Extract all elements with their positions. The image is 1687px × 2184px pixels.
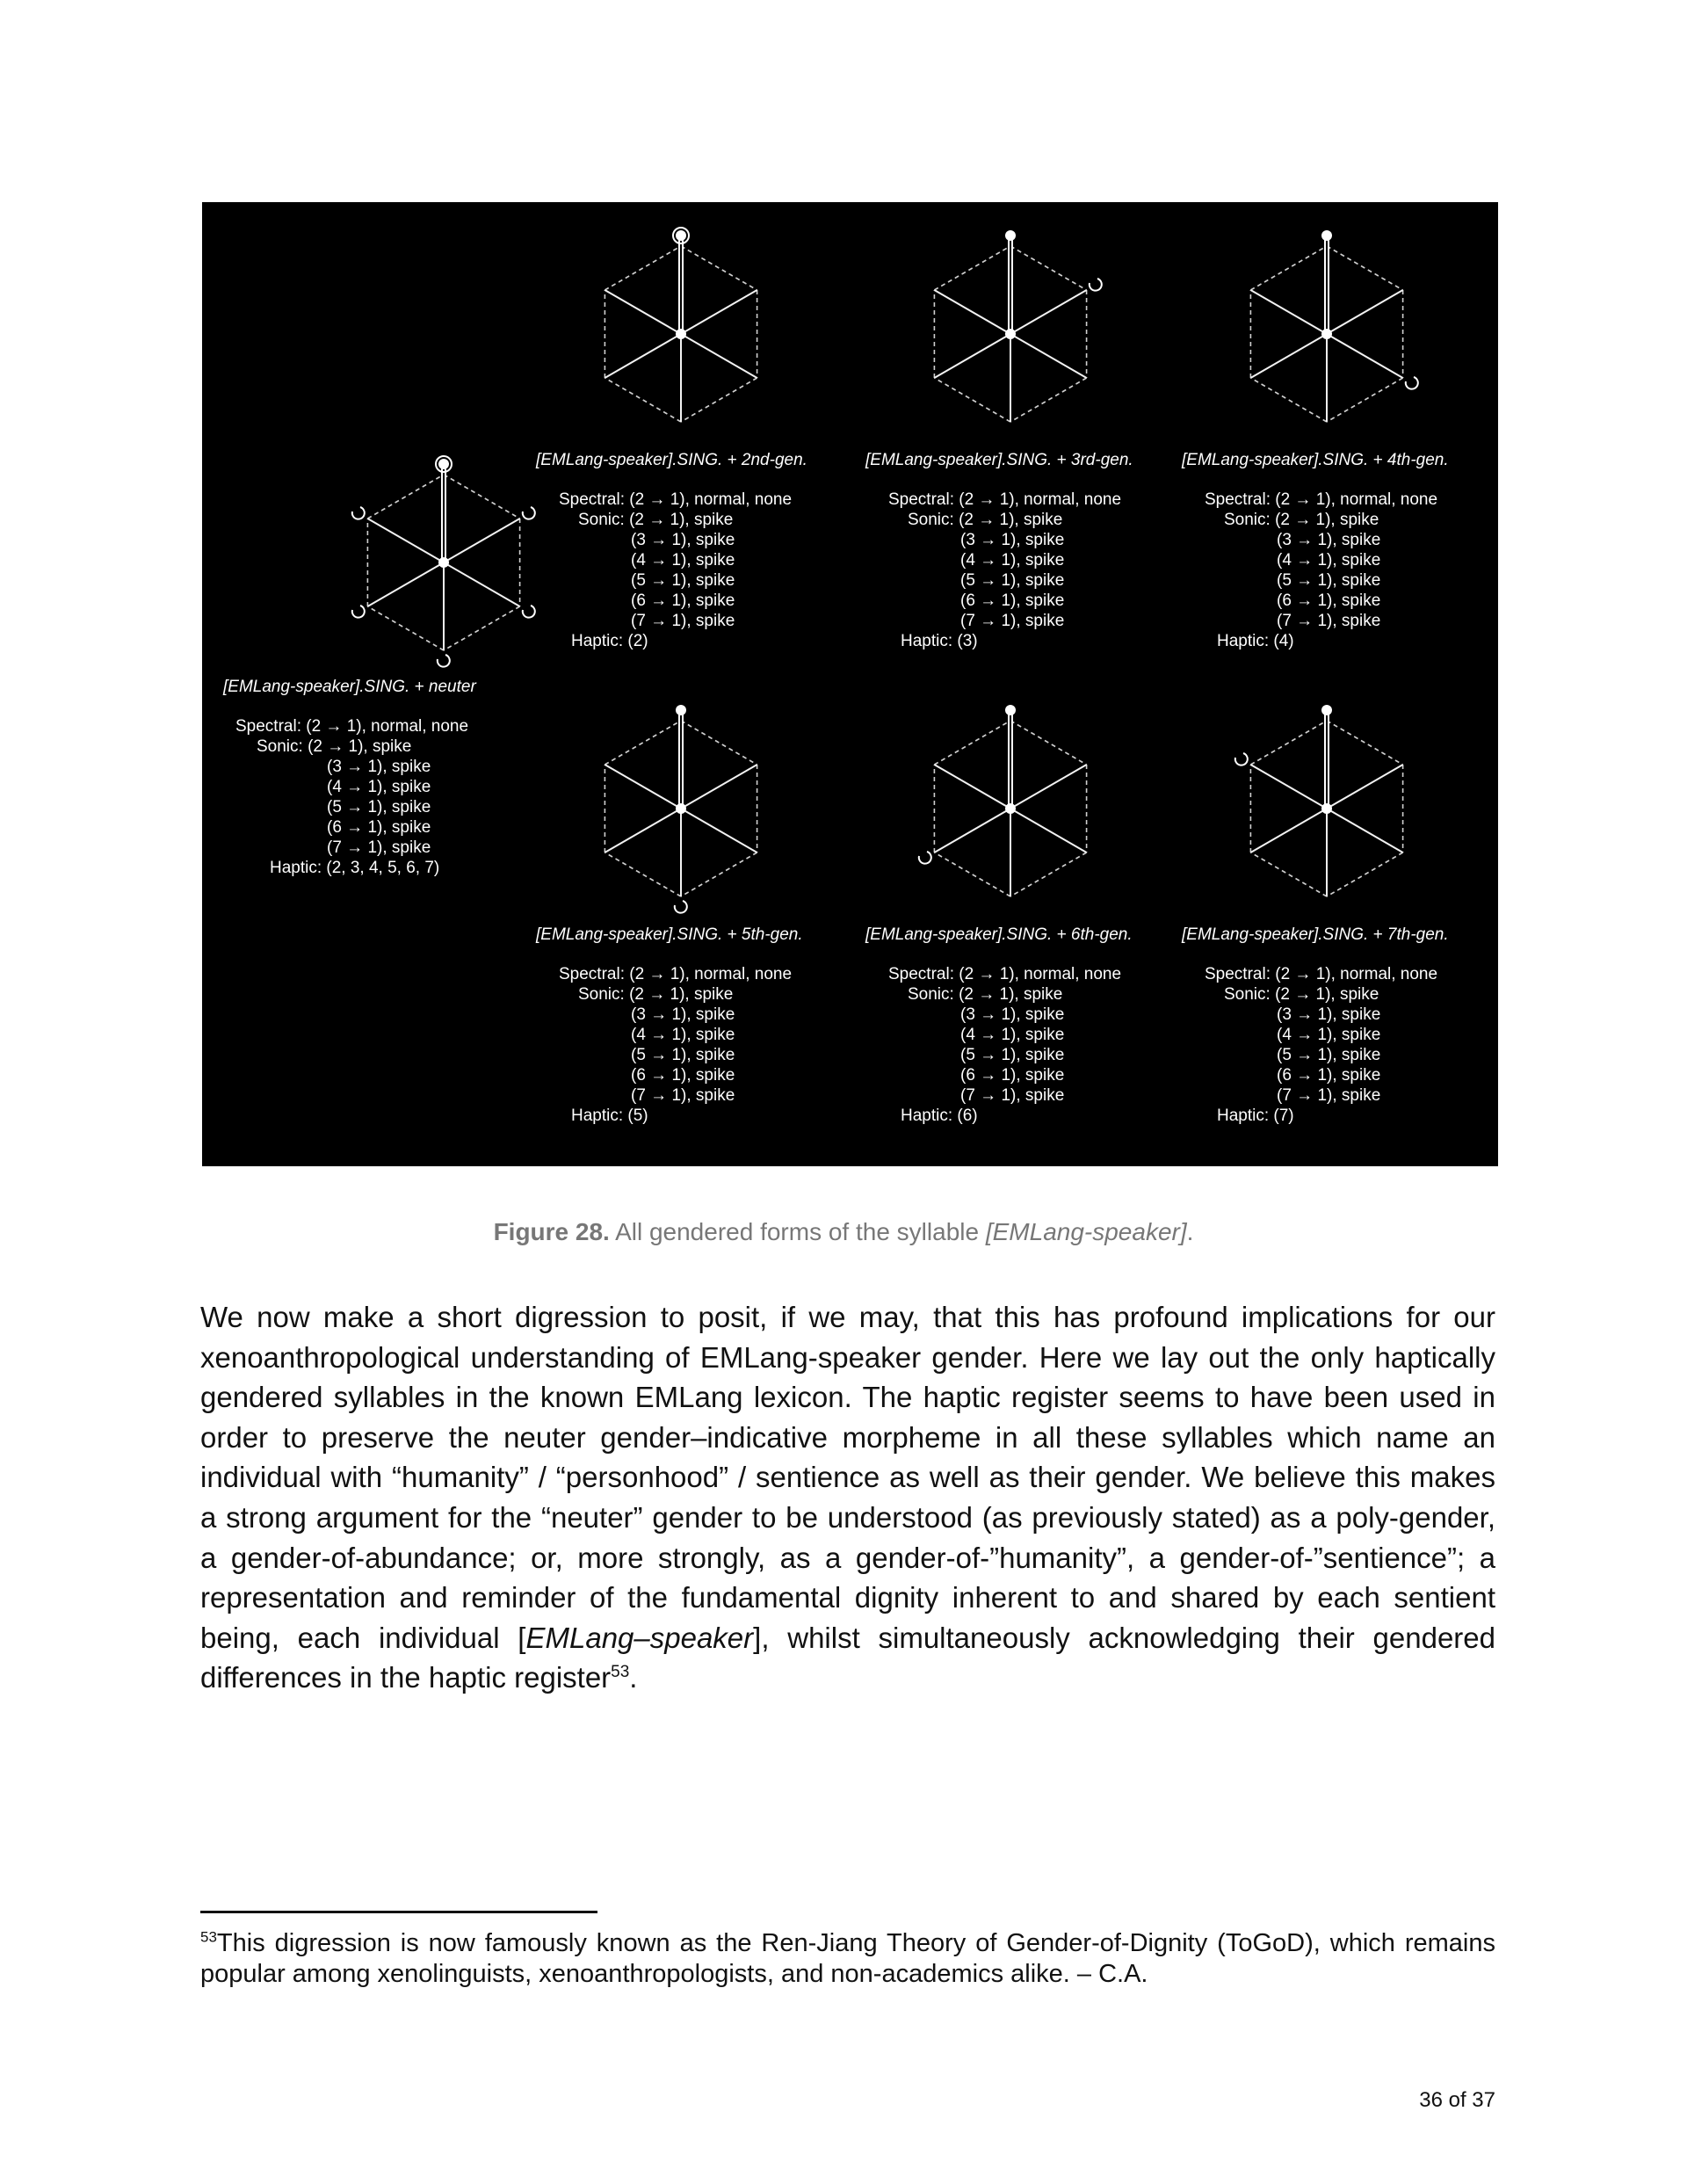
spoke bbox=[934, 809, 1010, 853]
hexagon-glyph bbox=[1213, 220, 1441, 448]
form-caption-5th-gen bbox=[536, 925, 803, 1126]
spoke bbox=[681, 334, 757, 378]
hexagon-glyph bbox=[1213, 694, 1441, 923]
spectral-line: Spectral: (2 → 1), normal, none bbox=[1205, 965, 1438, 983]
spoke bbox=[681, 290, 757, 334]
sonic-line: (4 → 1), spike bbox=[960, 551, 1065, 570]
haptic-line: Haptic: (2) bbox=[571, 632, 648, 650]
spoke bbox=[444, 519, 520, 562]
sonic-line: (3 → 1), spike bbox=[960, 531, 1065, 549]
haptic-line: Haptic: (4) bbox=[1217, 632, 1294, 650]
hexagon-edge bbox=[605, 721, 681, 765]
center-node bbox=[676, 803, 686, 814]
haptic-mark bbox=[919, 852, 931, 864]
sonic-line: (6 → 1), spike bbox=[327, 818, 431, 837]
spoke bbox=[934, 290, 1010, 334]
sonic-line: (5 → 1), spike bbox=[631, 571, 735, 590]
sonic-line: (4 → 1), spike bbox=[1277, 1026, 1381, 1044]
sonic-line: (4 → 1), spike bbox=[960, 1026, 1065, 1044]
sonic-line: (7 → 1), spike bbox=[631, 612, 735, 630]
sonic-line: Sonic: (2 → 1), spike bbox=[1224, 985, 1379, 1004]
sonic-line: (4 → 1), spike bbox=[631, 551, 735, 570]
hexagon-edge bbox=[681, 378, 757, 422]
hexagon-glyph bbox=[896, 694, 1125, 923]
spoke bbox=[681, 765, 757, 809]
hexagon-edge bbox=[934, 721, 1010, 765]
center-node bbox=[438, 557, 449, 568]
glyph-6th-gen bbox=[896, 694, 1125, 923]
center-node bbox=[1005, 803, 1016, 814]
hexagon-edge bbox=[681, 853, 757, 896]
sonic-line: Sonic: (2 → 1), spike bbox=[908, 511, 1063, 529]
spoke bbox=[1250, 290, 1327, 334]
footnote-divider bbox=[200, 1911, 597, 1913]
hexagon-edge bbox=[1327, 721, 1403, 765]
glyph-4th-gen bbox=[1213, 220, 1441, 448]
form-caption-neuter bbox=[223, 677, 476, 878]
body-paragraph bbox=[200, 1297, 1495, 1698]
form-caption-2nd-gen bbox=[536, 450, 807, 651]
hexagon-edge bbox=[444, 475, 520, 519]
figure-caption bbox=[0, 1218, 1687, 1246]
glyph-5th-gen bbox=[567, 694, 795, 923]
spoke bbox=[367, 562, 444, 606]
figure-28-image bbox=[202, 202, 1498, 1166]
hexagon-glyph bbox=[329, 448, 558, 677]
spoke bbox=[1010, 290, 1087, 334]
form-title: [EMLang-speaker].SING. + 6th-gen. bbox=[865, 925, 1133, 944]
footnote bbox=[200, 1928, 1495, 1990]
sonic-line: (5 → 1), spike bbox=[631, 1046, 735, 1064]
sonic-line: (6 → 1), spike bbox=[631, 591, 735, 610]
sonic-line: (6 → 1), spike bbox=[960, 591, 1065, 610]
spectral-node bbox=[1321, 230, 1332, 241]
sonic-line: (7 → 1), spike bbox=[631, 1086, 735, 1105]
form-title: [EMLang-speaker].SING. + 3rd-gen. bbox=[865, 451, 1133, 469]
sonic-line: (6 → 1), spike bbox=[631, 1066, 735, 1085]
hexagon-glyph bbox=[567, 220, 795, 448]
spoke bbox=[605, 765, 681, 809]
sonic-line: Sonic: (2 → 1), spike bbox=[578, 511, 734, 529]
hexagon-edge bbox=[934, 378, 1010, 422]
form-caption-4th-gen bbox=[1182, 450, 1449, 651]
glyph-7th-gen bbox=[1213, 694, 1441, 923]
haptic-mark bbox=[1406, 377, 1418, 389]
paragraph-text-cont: ], whilst simultaneously acknowledging their gendered differences in the haptic register bbox=[200, 1621, 1495, 1694]
spectral-line: Spectral: (2 → 1), normal, none bbox=[559, 965, 793, 983]
hexagon-edge bbox=[605, 246, 681, 290]
sonic-line: Sonic: (2 → 1), spike bbox=[578, 985, 734, 1004]
form-title: [EMLang-speaker].SING. + 2nd-gen. bbox=[536, 451, 807, 469]
hexagon-edge bbox=[605, 378, 681, 422]
hexagon-edge bbox=[605, 853, 681, 896]
footnote-reference[interactable]: 53 bbox=[611, 1663, 630, 1682]
haptic-mark bbox=[438, 655, 450, 667]
spectral-node bbox=[676, 705, 686, 715]
center-node bbox=[1321, 803, 1332, 814]
spectral-node bbox=[1005, 705, 1016, 715]
form-caption-7th-gen bbox=[1182, 925, 1449, 1126]
sonic-line: (7 → 1), spike bbox=[1277, 612, 1381, 630]
spoke bbox=[934, 334, 1010, 378]
caption-italic: [EMLang-speaker] bbox=[985, 1218, 1187, 1245]
page-number: 36 of 37 bbox=[1419, 2088, 1495, 2112]
haptic-mark bbox=[523, 507, 535, 519]
glyph-2nd-gen bbox=[567, 220, 795, 448]
hexagon-edge bbox=[1250, 246, 1327, 290]
sonic-line: (4 → 1), spike bbox=[1277, 551, 1381, 570]
spectral-node bbox=[438, 459, 449, 469]
spoke bbox=[605, 334, 681, 378]
sonic-line: (5 → 1), spike bbox=[960, 571, 1065, 590]
spoke bbox=[1327, 809, 1403, 853]
form-title: [EMLang-speaker].SING. + 4th-gen. bbox=[1182, 451, 1449, 469]
form-title: [EMLang-speaker].SING. + neuter bbox=[223, 678, 476, 696]
spoke bbox=[1250, 334, 1327, 378]
center-node bbox=[676, 329, 686, 339]
spectral-line: Spectral: (2 → 1), normal, none bbox=[888, 965, 1122, 983]
caption-text: All gendered forms of the syllable bbox=[609, 1218, 986, 1245]
spoke bbox=[605, 809, 681, 853]
sonic-line: (4 → 1), spike bbox=[631, 1026, 735, 1044]
spoke bbox=[444, 562, 520, 606]
sonic-line: (5 → 1), spike bbox=[960, 1046, 1065, 1064]
hexagon-edge bbox=[1327, 378, 1403, 422]
spoke bbox=[1250, 809, 1327, 853]
form-caption-3rd-gen bbox=[865, 450, 1133, 651]
sonic-line: (4 → 1), spike bbox=[327, 778, 431, 796]
haptic-mark bbox=[1090, 279, 1102, 291]
spoke bbox=[1010, 765, 1087, 809]
hexagon-edge bbox=[934, 853, 1010, 896]
sonic-line: (7 → 1), spike bbox=[960, 1086, 1065, 1105]
footnote-text: This digression is now famously known as the Ren-Jiang Theory of Gender-of-Dignity (ToGoD), which remains popular among xenolinguists, xenoanthropologists, and non-academics alike. – C.A. bbox=[200, 1929, 1495, 1988]
haptic-mark bbox=[1235, 753, 1248, 765]
hexagon-edge bbox=[444, 606, 520, 650]
haptic-mark bbox=[352, 507, 365, 519]
sonic-line: (7 → 1), spike bbox=[960, 612, 1065, 630]
sonic-line: Sonic: (2 → 1), spike bbox=[257, 737, 412, 756]
sonic-line: (3 → 1), spike bbox=[1277, 1005, 1381, 1024]
spoke bbox=[934, 765, 1010, 809]
glyph-3rd-gen bbox=[896, 220, 1125, 448]
hexagon-edge bbox=[1327, 246, 1403, 290]
sonic-line: (3 → 1), spike bbox=[960, 1005, 1065, 1024]
hexagon-edge bbox=[367, 606, 444, 650]
spectral-line: Spectral: (2 → 1), normal, none bbox=[1205, 490, 1438, 509]
center-node bbox=[1005, 329, 1016, 339]
spectral-node bbox=[1005, 230, 1016, 241]
sonic-line: (6 → 1), spike bbox=[960, 1066, 1065, 1085]
spoke bbox=[1327, 290, 1403, 334]
sonic-line: (6 → 1), spike bbox=[1277, 1066, 1381, 1085]
spoke bbox=[605, 290, 681, 334]
figure-label: Figure 28. bbox=[493, 1218, 610, 1245]
haptic-line: Haptic: (7) bbox=[1217, 1107, 1294, 1125]
paragraph-end: . bbox=[629, 1661, 638, 1694]
haptic-line: Haptic: (3) bbox=[901, 632, 978, 650]
spectral-node bbox=[676, 230, 686, 241]
sonic-line: (5 → 1), spike bbox=[1277, 1046, 1381, 1064]
spectral-node bbox=[1321, 705, 1332, 715]
hexagon-edge bbox=[1010, 246, 1087, 290]
sonic-line: (7 → 1), spike bbox=[327, 838, 431, 857]
sonic-line: (6 → 1), spike bbox=[1277, 591, 1381, 610]
spoke bbox=[1010, 809, 1087, 853]
spoke bbox=[1327, 334, 1403, 378]
spoke bbox=[1010, 334, 1087, 378]
hexagon-edge bbox=[934, 246, 1010, 290]
haptic-mark bbox=[352, 606, 365, 618]
spoke bbox=[367, 519, 444, 562]
hexagon-glyph bbox=[896, 220, 1125, 448]
hexagon-edge bbox=[1010, 378, 1087, 422]
hexagon-edge bbox=[1250, 853, 1327, 896]
form-title: [EMLang-speaker].SING. + 7th-gen. bbox=[1182, 925, 1449, 944]
haptic-line: Haptic: (6) bbox=[901, 1107, 978, 1125]
sonic-line: (3 → 1), spike bbox=[631, 531, 735, 549]
sonic-line: (7 → 1), spike bbox=[1277, 1086, 1381, 1105]
sonic-line: (3 → 1), spike bbox=[631, 1005, 735, 1024]
glyph-neuter bbox=[329, 448, 558, 677]
caption-end: . bbox=[1186, 1218, 1194, 1245]
hexagon-glyph bbox=[567, 694, 795, 923]
hexagon-edge bbox=[1250, 721, 1327, 765]
haptic-mark bbox=[523, 606, 535, 618]
hexagon-edge bbox=[1010, 721, 1087, 765]
spectral-line: Spectral: (2 → 1), normal, none bbox=[235, 717, 469, 736]
sonic-line: Sonic: (2 → 1), spike bbox=[908, 985, 1063, 1004]
footnote-marker: 53 bbox=[200, 1928, 217, 1946]
hexagon-edge bbox=[1250, 378, 1327, 422]
hexagon-edge bbox=[1010, 853, 1087, 896]
haptic-line: Haptic: (2, 3, 4, 5, 6, 7) bbox=[270, 859, 440, 877]
form-title: [EMLang-speaker].SING. + 5th-gen. bbox=[536, 925, 803, 944]
spectral-line: Spectral: (2 → 1), normal, none bbox=[888, 490, 1122, 509]
form-caption-6th-gen bbox=[865, 925, 1133, 1126]
hexagon-edge bbox=[681, 246, 757, 290]
spoke bbox=[1327, 765, 1403, 809]
hexagon-edge bbox=[681, 721, 757, 765]
paragraph-text: We now make a short digression to posit, if we may, that this has profound implications for our xenoanthropological understanding of EMLang-speaker gender. Here we lay out the only haptically gendered syllables in the known EMLang lexicon. The haptic register seems to have been used in order to preserve the neuter gender–indicative morpheme in all these syllables which name an individual with “humanity” / “personhood” / sentience as well as their gender. We believe this makes a strong argument for the “neuter” gender to be understood (as previously stated) as a poly-gender, a gender-of-abundance; or, more strongly, as a gender-of-”humanity”, a gender-of-”sentience”; a representation and reminder of the fundamental dignity inherent to and shared by each sentient being, each individual [ bbox=[200, 1301, 1495, 1654]
spectral-line: Spectral: (2 → 1), normal, none bbox=[559, 490, 793, 509]
haptic-line: Haptic: (5) bbox=[571, 1107, 648, 1125]
center-node bbox=[1321, 329, 1332, 339]
sonic-line: (3 → 1), spike bbox=[327, 758, 431, 776]
sonic-line: (5 → 1), spike bbox=[327, 798, 431, 816]
spoke bbox=[1250, 765, 1327, 809]
sonic-line: Sonic: (2 → 1), spike bbox=[1224, 511, 1379, 529]
hexagon-edge bbox=[1327, 853, 1403, 896]
spoke bbox=[681, 809, 757, 853]
hexagon-edge bbox=[367, 475, 444, 519]
paragraph-italic: EMLang–speaker bbox=[525, 1621, 754, 1654]
haptic-mark bbox=[675, 901, 687, 913]
sonic-line: (3 → 1), spike bbox=[1277, 531, 1381, 549]
sonic-line: (5 → 1), spike bbox=[1277, 571, 1381, 590]
